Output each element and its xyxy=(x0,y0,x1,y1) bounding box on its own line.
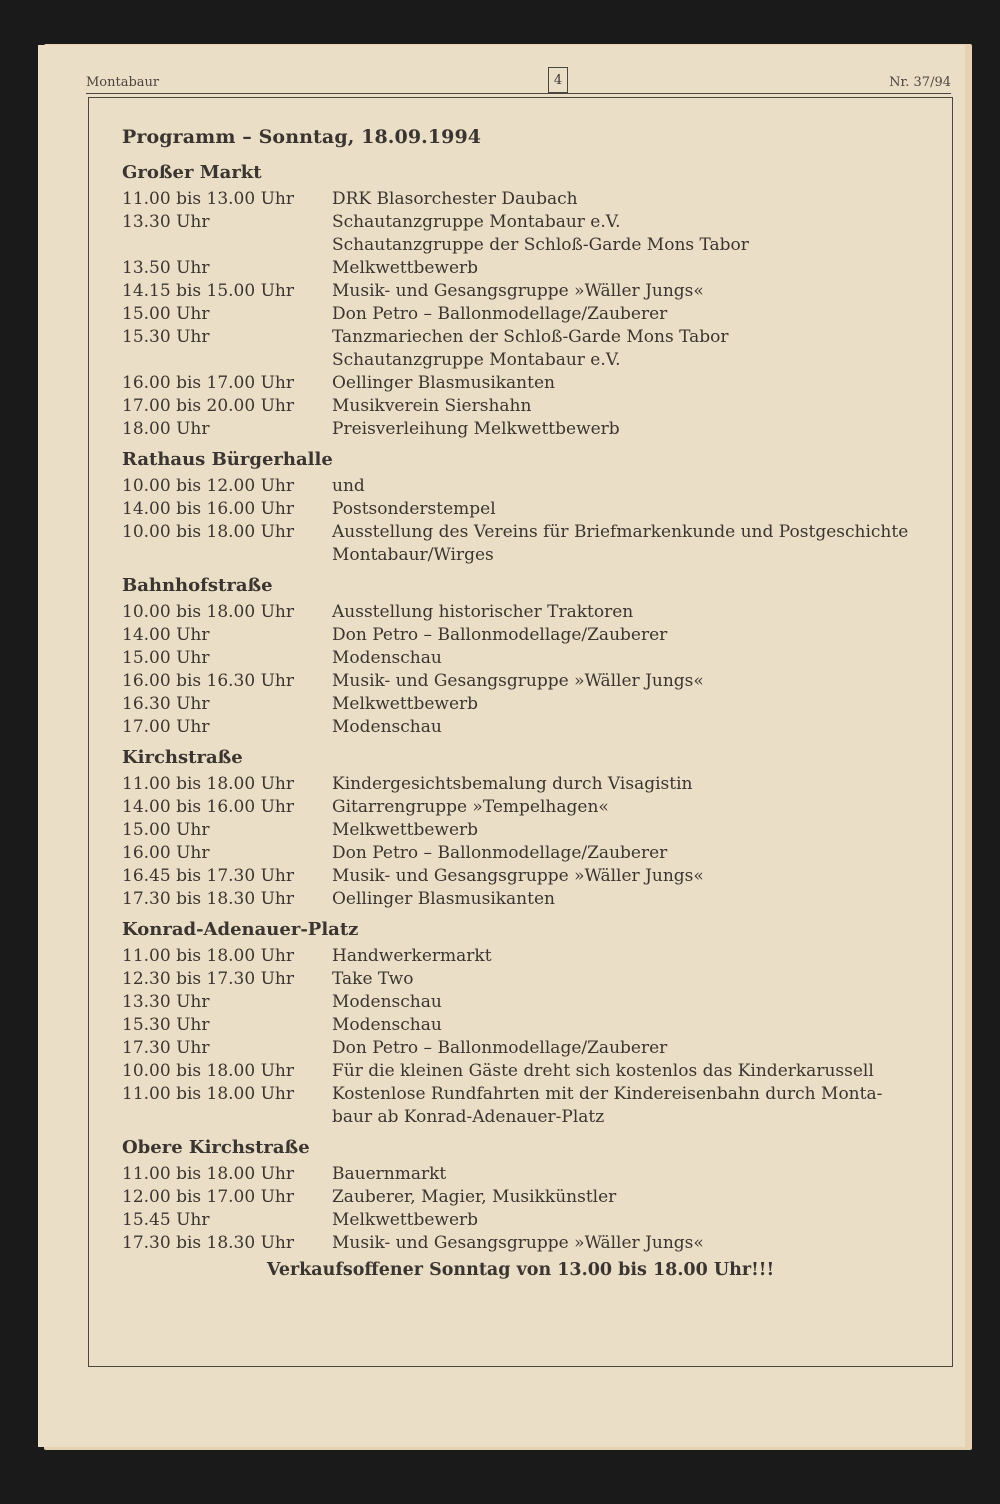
schedule-row xyxy=(122,1014,942,1037)
schedule-time: 16.00 bis 16.30 Uhr xyxy=(122,671,294,691)
town-name: Montabaur xyxy=(86,75,160,90)
schedule-row xyxy=(122,521,942,544)
schedule-time: 14.00 bis 16.00 Uhr xyxy=(122,499,294,519)
schedule-event: Don Petro – Ballonmodellage/Zauberer xyxy=(332,625,668,645)
schedule-event: Melkwettbewerb xyxy=(332,694,479,714)
schedule-row xyxy=(122,1060,942,1083)
schedule-event: Oellinger Blasmusikanten xyxy=(332,889,555,909)
schedule-time: 13.30 Uhr xyxy=(122,992,210,1012)
schedule-event: Handwerkermarkt xyxy=(332,946,492,966)
schedule-time: 16.00 Uhr xyxy=(122,843,210,863)
schedule-time xyxy=(122,544,332,567)
schedule-row xyxy=(122,1037,942,1060)
schedule-time: 17.30 bis 18.30 Uhr xyxy=(122,1233,294,1253)
schedule-time: 11.00 bis 13.00 Uhr xyxy=(122,189,294,209)
program-title: Programm – Sonntag, 18.09.1994 xyxy=(122,126,482,148)
schedule-event: Musik- und Gesangsgruppe »Wäller Jungs« xyxy=(332,281,704,301)
schedule-row xyxy=(122,544,942,567)
schedule-row xyxy=(122,211,942,234)
section xyxy=(122,747,942,911)
schedule-event: Preisverleihung Melkwettbewerb xyxy=(332,419,620,439)
schedule-row xyxy=(122,498,942,521)
schedule-event: Don Petro – Ballonmodellage/Zauberer xyxy=(332,843,668,863)
schedule-event: und xyxy=(332,476,365,496)
schedule-event: Schautanzgruppe der Schloß-Garde Mons Tabor xyxy=(332,235,749,255)
schedule-time: 15.30 Uhr xyxy=(122,1015,210,1035)
schedule-event: Melkwettbewerb xyxy=(332,258,479,278)
schedule-row xyxy=(122,188,942,211)
schedule-time: 16.30 Uhr xyxy=(122,694,210,714)
schedule-event: Bauernmarkt xyxy=(332,1164,447,1184)
schedule-row xyxy=(122,1209,942,1232)
section xyxy=(122,575,942,739)
schedule-event: Modenschau xyxy=(332,1015,442,1035)
schedule-event: Don Petro – Ballonmodellage/Zauberer xyxy=(332,1038,668,1058)
schedule-time: 15.00 Uhr xyxy=(122,648,210,668)
schedule-time: 13.30 Uhr xyxy=(122,212,210,232)
schedule-event: Musikverein Siershahn xyxy=(332,396,532,416)
schedule-time: 10.00 bis 18.00 Uhr xyxy=(122,1061,294,1081)
schedule-event: Tanzmariechen der Schloß-Garde Mons Tabor xyxy=(332,327,729,347)
schedule-time: 15.30 Uhr xyxy=(122,327,210,347)
schedule-row xyxy=(122,888,942,911)
schedule-row xyxy=(122,945,942,968)
issue-number: Nr. 37/94 xyxy=(889,75,951,90)
schedule-row xyxy=(122,865,942,888)
schedule-event: Postsonderstempel xyxy=(332,499,496,519)
schedule-event: Don Petro – Ballonmodellage/Zauberer xyxy=(332,304,668,324)
schedule-event: Zauberer, Magier, Musikkünstler xyxy=(332,1187,617,1207)
section-title: Bahnhofstraße xyxy=(122,575,273,596)
schedule-time: 17.30 bis 18.30 Uhr xyxy=(122,889,294,909)
schedule-event: Montabaur/Wirges xyxy=(332,545,494,565)
schedule-row xyxy=(122,349,942,372)
schedule-row xyxy=(122,1083,942,1106)
schedule-row xyxy=(122,418,942,441)
schedule-row xyxy=(122,716,942,739)
schedule-time: 14.00 bis 16.00 Uhr xyxy=(122,797,294,817)
schedule-time: 14.00 Uhr xyxy=(122,625,210,645)
schedule-row xyxy=(122,1106,942,1129)
schedule-time: 16.45 bis 17.30 Uhr xyxy=(122,866,294,886)
section xyxy=(122,449,942,567)
schedule-event: Take Two xyxy=(332,969,414,989)
schedule-event: Musik- und Gesangsgruppe »Wäller Jungs« xyxy=(332,866,704,886)
sections-list xyxy=(122,162,942,1255)
section-title: Rathaus Bürgerhalle xyxy=(122,449,333,470)
schedule-time: 18.00 Uhr xyxy=(122,419,210,439)
schedule-row xyxy=(122,303,942,326)
schedule-time: 11.00 bis 18.00 Uhr xyxy=(122,774,294,794)
schedule-row xyxy=(122,395,942,418)
section-title: Großer Markt xyxy=(122,162,262,183)
schedule-row xyxy=(122,968,942,991)
schedule-time: 12.30 bis 17.30 Uhr xyxy=(122,969,294,989)
schedule-event: Musik- und Gesangsgruppe »Wäller Jungs« xyxy=(332,671,704,691)
section xyxy=(122,1137,942,1255)
schedule-event: Schautanzgruppe Montabaur e.V. xyxy=(332,212,621,232)
schedule-row xyxy=(122,1163,942,1186)
schedule-event: Oellinger Blasmusikanten xyxy=(332,373,555,393)
newspaper-page xyxy=(38,45,965,1447)
schedule-time: 12.00 bis 17.00 Uhr xyxy=(122,1187,294,1207)
section-title: Konrad-Adenauer-Platz xyxy=(122,919,359,940)
schedule-row xyxy=(122,670,942,693)
schedule-time: 15.45 Uhr xyxy=(122,1210,210,1230)
schedule-event: Kostenlose Rundfahrten mit der Kindereisenbahn durch Monta- xyxy=(332,1084,883,1104)
schedule-time: 13.50 Uhr xyxy=(122,258,210,278)
schedule-time: 17.00 bis 20.00 Uhr xyxy=(122,396,294,416)
schedule-time: 16.00 bis 17.00 Uhr xyxy=(122,373,294,393)
schedule-time: 14.15 bis 15.00 Uhr xyxy=(122,281,294,301)
schedule-event: Musik- und Gesangsgruppe »Wäller Jungs« xyxy=(332,1233,704,1253)
schedule-row xyxy=(122,234,942,257)
schedule-event: Schautanzgruppe Montabaur e.V. xyxy=(332,350,621,370)
schedule-event: baur ab Konrad-Adenauer-Platz xyxy=(332,1107,605,1127)
schedule-row xyxy=(122,819,942,842)
running-head xyxy=(86,67,951,94)
section-title: Kirchstraße xyxy=(122,747,243,768)
schedule-time: 10.00 bis 12.00 Uhr xyxy=(122,476,294,496)
schedule-row xyxy=(122,257,942,280)
schedule-event: Modenschau xyxy=(332,717,442,737)
program-content xyxy=(122,126,942,1263)
schedule-time: 10.00 bis 18.00 Uhr xyxy=(122,602,294,622)
section xyxy=(122,919,942,1129)
schedule-row xyxy=(122,475,942,498)
schedule-time xyxy=(122,234,332,257)
schedule-time xyxy=(122,349,332,372)
schedule-row xyxy=(122,1186,942,1209)
schedule-time: 11.00 bis 18.00 Uhr xyxy=(122,1084,294,1104)
schedule-event: Melkwettbewerb xyxy=(332,820,479,840)
schedule-row xyxy=(122,773,942,796)
section xyxy=(122,162,942,441)
schedule-row xyxy=(122,624,942,647)
schedule-event: Modenschau xyxy=(332,992,442,1012)
schedule-event: Ausstellung des Vereins für Briefmarkenkunde und Postgeschichte xyxy=(332,522,909,542)
schedule-time: 17.30 Uhr xyxy=(122,1038,210,1058)
schedule-row xyxy=(122,326,942,349)
schedule-time xyxy=(122,1106,332,1129)
section-title: Obere Kirchstraße xyxy=(122,1137,310,1158)
schedule-event: Ausstellung historischer Traktoren xyxy=(332,602,634,622)
schedule-event: Gitarrengruppe »Tempelhagen« xyxy=(332,797,609,817)
schedule-row xyxy=(122,280,942,303)
schedule-time: 15.00 Uhr xyxy=(122,304,210,324)
schedule-time: 10.00 bis 18.00 Uhr xyxy=(122,522,294,542)
schedule-row xyxy=(122,842,942,865)
schedule-row xyxy=(122,601,942,624)
page-number: 4 xyxy=(548,67,568,93)
schedule-time: 15.00 Uhr xyxy=(122,820,210,840)
schedule-row xyxy=(122,1232,942,1255)
schedule-event: Kindergesichtsbemalung durch Visagistin xyxy=(332,774,693,794)
schedule-event: DRK Blasorchester Daubach xyxy=(332,189,578,209)
schedule-row xyxy=(122,372,942,395)
schedule-row xyxy=(122,796,942,819)
schedule-row xyxy=(122,991,942,1014)
schedule-row xyxy=(122,693,942,716)
schedule-event: Modenschau xyxy=(332,648,442,668)
program-box xyxy=(88,97,953,1367)
schedule-event: Melkwettbewerb xyxy=(332,1210,479,1230)
schedule-time: 17.00 Uhr xyxy=(122,717,210,737)
schedule-time: 11.00 bis 18.00 Uhr xyxy=(122,946,294,966)
footer-note: Verkaufsoffener Sonntag von 13.00 bis 18.00 Uhr!!! xyxy=(266,1260,775,1280)
schedule-event: Für die kleinen Gäste dreht sich kostenlos das Kinderkarussell xyxy=(332,1061,874,1081)
schedule-row xyxy=(122,647,942,670)
schedule-time: 11.00 bis 18.00 Uhr xyxy=(122,1164,294,1184)
